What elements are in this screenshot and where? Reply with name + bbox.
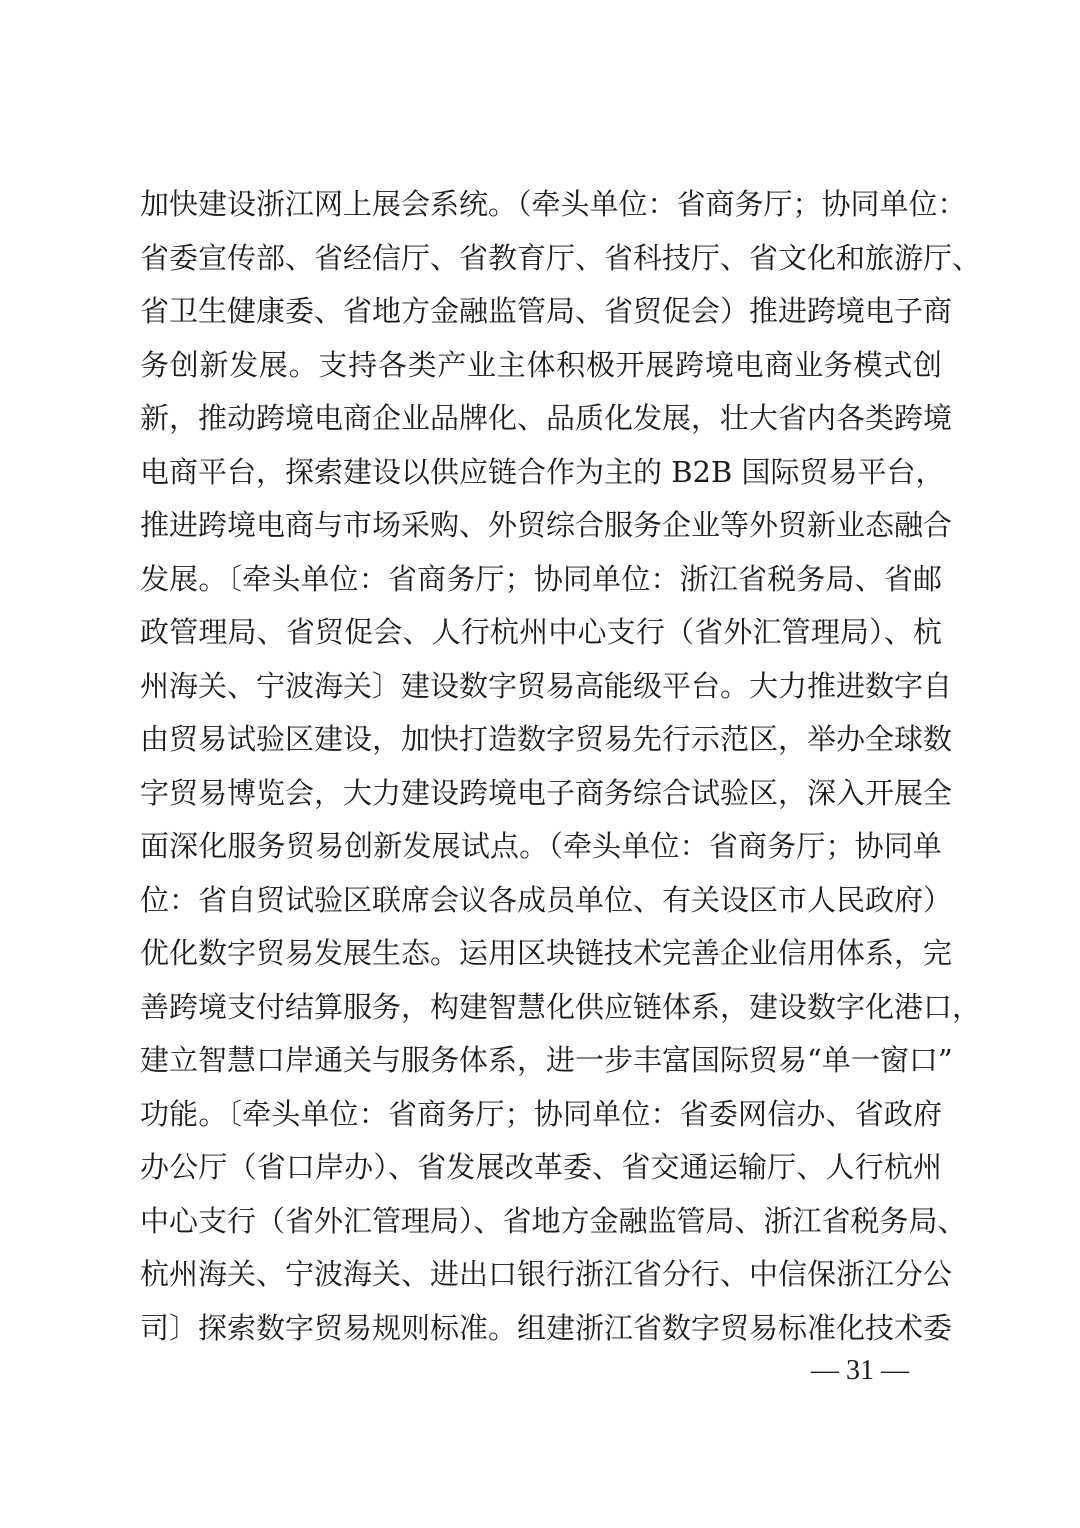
text-line: 新，推动跨境电商企业品牌化、品质化发展，壮大省内各类跨境: [140, 401, 953, 435]
text-line: 善跨境支付结算服务，构建智慧化供应链体系，建设数字化港口，: [140, 989, 982, 1024]
text-line: 发展。〔牵头单位：省商务厅；协同单位：浙江省税务局、省邮: [140, 561, 942, 596]
text-line: 电商平台，探索建设以供应链合作为主的 B2B 国际贸易平台，: [140, 454, 945, 489]
text-line: 面深化服务贸易创新发展试点。（牵头单位：省商务厅；协同单: [140, 829, 942, 863]
text-line: 推进跨境电商与市场采购、外贸综合服务企业等外贸新业态融合: [140, 508, 953, 542]
text-line: 字贸易博览会，大力建设跨境电子商务综合试验区，深入开展全: [140, 775, 953, 810]
text-line: 司〕探索数字贸易规则标准。组建浙江省数字贸易标准化技术委: [140, 1310, 953, 1345]
text-line: 省卫生健康委、省地方金融监管局、省贸促会）推进跨境电子商: [140, 294, 953, 328]
text-line: 州海关、宁波海关〕建设数字贸易高能级平台。大力推进数字自: [140, 668, 953, 703]
text-line: 由贸易试验区建设，加快打造数字贸易先行示范区，举办全球数: [140, 722, 953, 756]
text-line: 省委宣传部、省经信厅、省教育厅、省科技厅、省文化和旅游厅、: [140, 240, 982, 275]
text-line: 杭州海关、宁波海关、进出口银行浙江省分行、中信保浙江分公: [140, 1257, 953, 1291]
text-line: 办公厅（省口岸办）、省发展改革委、省交通运输厅、人行杭州: [140, 1150, 942, 1184]
text-line: 建立智慧口岸通关与服务体系，进一步丰富国际贸易“单一窗口”: [140, 1043, 953, 1077]
text-line: 位：省自贸试验区联席会议各成员单位、有关设区市人民政府）: [140, 882, 953, 917]
body-text: [140, 178, 982, 1355]
text-line: 加快建设浙江网上展会系统。（牵头单位：省商务厅；协同单位：: [140, 187, 967, 221]
text-line: 功能。〔牵头单位：省商务厅；协同单位：省委网信办、省政府: [140, 1096, 942, 1131]
text-line: 中心支行（省外汇管理局）、省地方金融监管局、浙江省税务局、: [140, 1203, 967, 1238]
text-line: 务创新发展。支持各类产业主体积极开展跨境电商业务模式创: [140, 347, 942, 382]
text-line: 优化数字贸易发展生态。运用区块链技术完善企业信用体系，完: [140, 936, 953, 970]
text-line: 政管理局、省贸促会、人行杭州中心支行（省外汇管理局）、杭: [140, 615, 942, 649]
page-number: — 31 —: [811, 1355, 909, 1386]
